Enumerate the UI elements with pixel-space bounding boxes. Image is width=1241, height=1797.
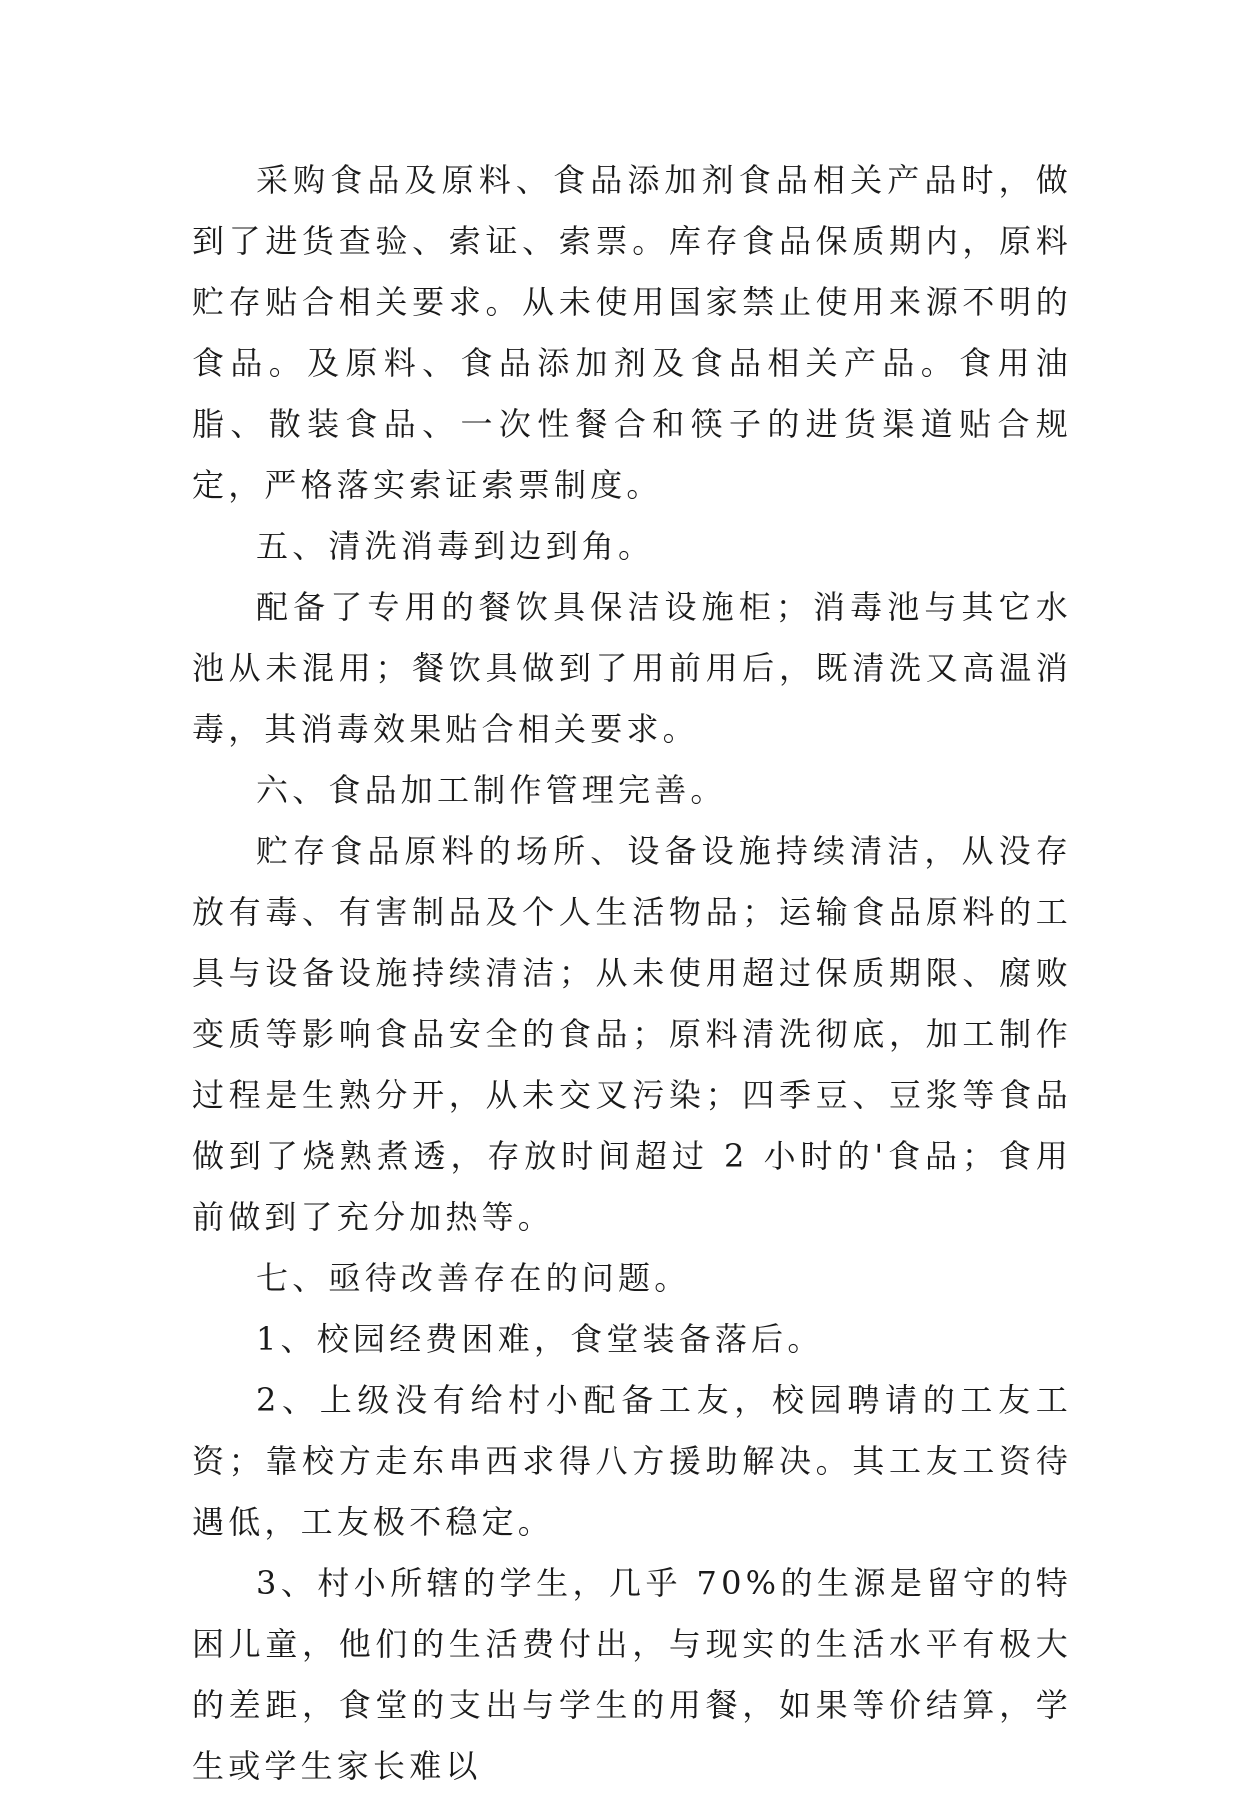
document-body [192,150,1072,1797]
heading-section-6: 六、食品加工制作管理完善。 [256,771,727,809]
paragraph-disinfection: 配备了专用的餐饮具保洁设施柜；消毒池与其它水池从未混用；餐饮具做到了用前用后，既清洗又高温消毒，其消毒效果贴合相关要求。 [192,588,1072,748]
list-item-1: 1、校园经费困难，食堂装备落后。 [256,1320,824,1358]
heading-section-5: 五、清洗消毒到边到角。 [256,527,655,565]
list-item-2: 2、上级没有给村小配备工友，校园聘请的工友工资；靠校方走东串西求得八方援助解决。其工友工资待遇低，工友极不稳定。 [192,1381,1072,1541]
paragraph-procurement: 采购食品及原料、食品添加剂食品相关产品时，做到了进货查验、索证、索票。库存食品保质期内，原料贮存贴合相关要求。从未使用国家禁止使用来源不明的食品。及原料、食品添加剂及食品相关产品。食用油脂、散装食品、一次性餐合和筷子的进货渠道贴合规定，严格落实索证索票制度。 [192,161,1072,504]
paragraph-processing: 贮存食品原料的场所、设备设施持续清洁，从没存放有毒、有害制品及个人生活物品；运输食品原料的工具与设备设施持续清洁；从未使用超过保质期限、腐败变质等影响食品安全的食品；原料清洗彻底，加工制作过程是生熟分开，从未交叉污染；四季豆、豆浆等食品做到了烧熟煮透，存放时间超过 2 小时的'食品；食用前做到了充分加热等。 [192,832,1072,1236]
heading-section-7: 七、亟待改善存在的问题。 [256,1259,691,1297]
list-item-3: 3、村小所辖的学生，几乎 70%的生源是留守的特困儿童，他们的生活费付出，与现实的生活水平有极大的差距，食堂的支出与学生的用餐，如果等价结算，学生或学生家长难以 [192,1564,1072,1785]
